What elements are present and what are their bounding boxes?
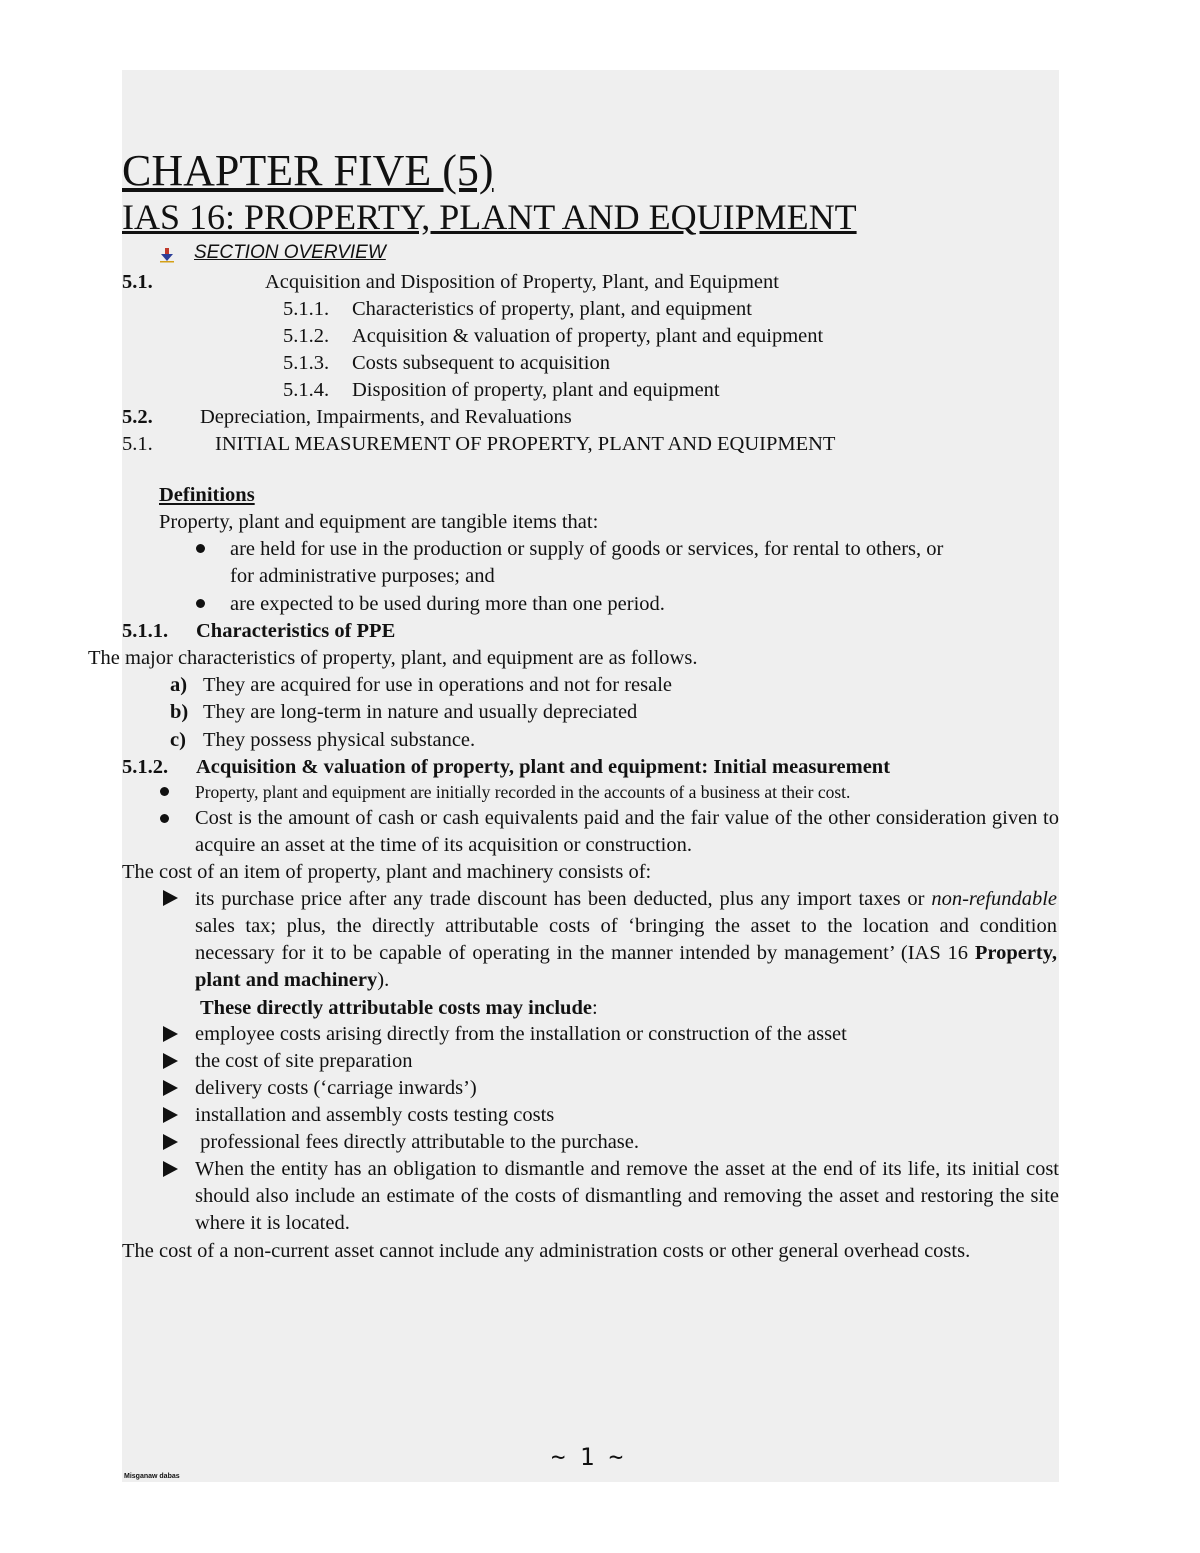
toc-section-number: 5.1. — [122, 271, 153, 293]
definition-item: are held for use in the production or supply of goods or services, for rental to others, or — [230, 538, 944, 560]
attributable-cost-item: employee costs arising directly from the installation or construction of the asset — [195, 1023, 847, 1045]
list-item: They are acquired for use in operations and not for resale — [203, 674, 673, 696]
bullet-icon — [160, 814, 169, 823]
subsection-heading: Characteristics of PPE — [196, 620, 396, 642]
section-overview-label: SECTION OVERVIEW — [194, 242, 386, 263]
attributable-costs-heading: These directly attributable costs may include: — [200, 997, 598, 1019]
toc-section-label: Acquisition and Disposition of Property, Plant, and Equipment — [265, 271, 779, 293]
toc-subsection-label: Characteristics of property, plant, and equipment — [352, 298, 753, 320]
section-number: 5.1. — [122, 433, 153, 455]
section-heading: INITIAL MEASUREMENT OF PROPERTY, PLANT AND EQUIPMENT — [215, 433, 836, 455]
definition-item: are expected to be used during more than one period. — [230, 593, 665, 615]
list-item: They possess physical substance. — [203, 729, 476, 751]
document-title: IAS 16: PROPERTY, PLANT AND EQUIPMENT — [122, 197, 857, 237]
toc-subsection-label: Disposition of property, plant and equipment — [352, 379, 720, 401]
cost-intro: The cost of an item of property, plant and machinery consists of: — [122, 861, 652, 883]
definitions-heading: Definitions — [159, 484, 255, 506]
list-item: They are long-term in nature and usually depreciated — [203, 701, 638, 723]
bullet-icon — [196, 544, 205, 553]
subsection-heading: Acquisition & valuation of property, plant and equipment: Initial measurement — [196, 756, 891, 778]
cost-definition: Cost is the amount of cash or cash equivalents paid and the fair value of the other consideration given to acquire an asset at the time of its acquisition or construction. — [195, 807, 1059, 856]
toc-section-number: 5.2. — [122, 406, 153, 428]
list-marker: a) — [170, 674, 188, 696]
attributable-cost-item: professional fees directly attributable to the purchase. — [195, 1131, 640, 1153]
pointer-icon — [163, 1026, 178, 1042]
attributable-cost-item: delivery costs (‘carriage inwards’) — [195, 1077, 477, 1099]
list-marker: c) — [170, 729, 186, 751]
pointer-icon — [163, 1107, 178, 1123]
attributable-cost-item: the cost of site preparation — [195, 1050, 413, 1072]
subsection-number: 5.1.1. — [122, 620, 169, 642]
characteristics-intro: The major characteristics of property, plant, and equipment are as follows. — [88, 647, 698, 669]
pointer-icon — [163, 1161, 178, 1177]
toc-subsection-label: Acquisition & valuation of property, plant and equipment — [352, 325, 824, 347]
definition-item-continued: for administrative purposes; and — [230, 565, 495, 587]
pointer-icon — [163, 1134, 178, 1150]
pointer-icon — [163, 890, 178, 906]
closing-statement: The cost of a non-current asset cannot include any administration costs or other general overhead costs. — [122, 1240, 971, 1262]
chapter-title: CHAPTER FIVE (5) — [122, 146, 494, 195]
cost-component: its purchase price after any trade discount has been deducted, plus any import taxes or non-refundable sales tax; plus, the directly attributable costs of ‘bringing the asset to the location and condition necessary for it to be capable of operating in the manner intended by management’ (IAS 16 Property, plant and machinery). — [195, 888, 1057, 991]
toc-subsection-label: Costs subsequent to acquisition — [352, 352, 610, 374]
attributable-cost-item: installation and assembly costs testing costs — [195, 1104, 555, 1126]
down-arrow-icon — [159, 247, 175, 263]
toc-section-label: Depreciation, Impairments, and Revaluations — [200, 406, 572, 428]
toc-subsection-number: 5.1.4. — [283, 379, 330, 401]
subsection-number: 5.1.2. — [122, 756, 169, 778]
footer-author: Misganaw dabas — [124, 1473, 180, 1480]
pointer-icon — [163, 1080, 178, 1096]
cost-definition: Property, plant and equipment are initially recorded in the accounts of a business at their cost. — [195, 782, 851, 802]
dismantling-cost-item: When the entity has an obligation to dismantle and remove the asset at the end of its life, its initial cost should also include an estimate of the costs of dismantling and removing the asset and restoring the site where it is located. — [195, 1158, 1059, 1234]
pointer-icon — [163, 1053, 178, 1069]
bullet-icon — [160, 787, 169, 796]
toc-subsection-number: 5.1.2. — [283, 325, 330, 347]
bullet-icon — [196, 599, 205, 608]
page-number: ~ 1 ~ — [551, 1443, 624, 1471]
toc-subsection-number: 5.1.3. — [283, 352, 330, 374]
toc-subsection-number: 5.1.1. — [283, 298, 330, 320]
definitions-intro: Property, plant and equipment are tangible items that: — [159, 511, 599, 533]
list-marker: b) — [170, 701, 189, 723]
